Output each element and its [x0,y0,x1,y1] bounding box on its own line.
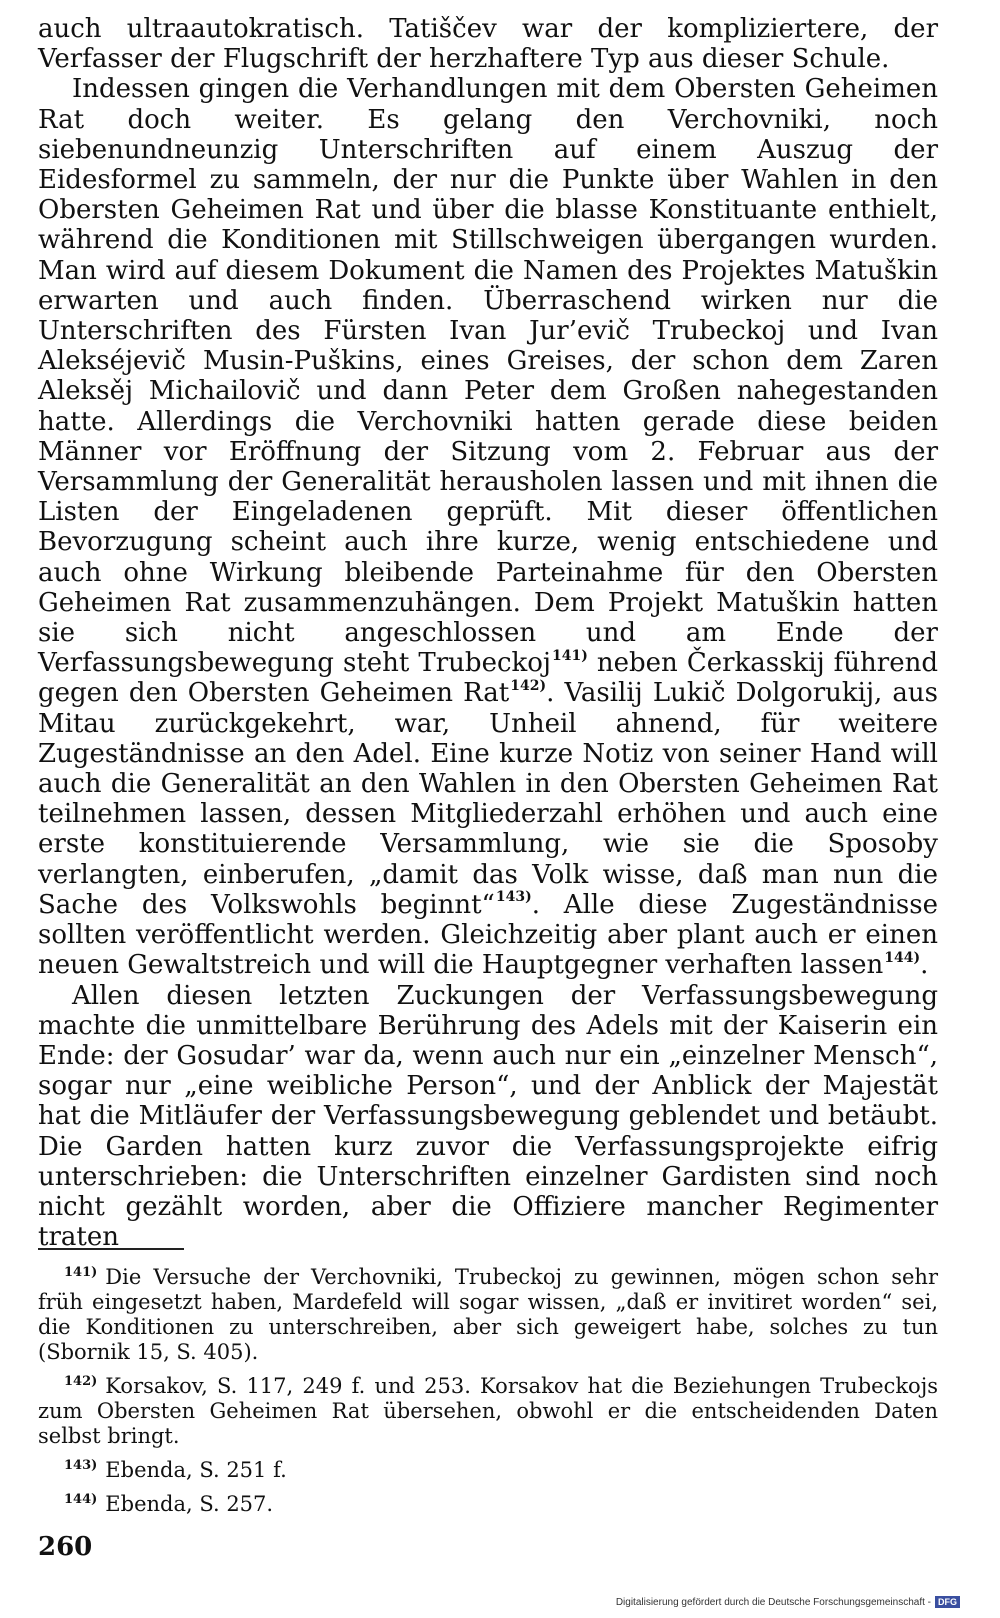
paragraph-1: auch ultraautokratisch. Tatiščev war der kompliziertere, der Verfasser der Flugschrift der herzhaftere Typ aus dieser Schule. [38,14,938,75]
paragraph-2-part-b: neben Čerkasskij führend gegen den Obersten Geheimen Rat [38,648,938,709]
footnote-number: 142) [64,1374,98,1389]
digitization-credit [616,1596,960,1608]
footnote-number: 143) [64,1458,98,1473]
footnotes [38,1260,938,1521]
footnote-ref-142[interactable]: 142) [510,677,547,694]
footnote-number: 144) [64,1492,98,1507]
footnote-text: Ebenda, S. 251 f. [105,1458,287,1482]
paragraph-2-part-a: Indessen gingen die Verhandlungen mit dem Obersten Geheimen Rat doch weiter. Es gelang den Verchovniki, noch siebenundneunzig Unterschriften auf einem Auszug der Eidesformel zu sammeln, der nur die Punkte über Wahlen in den Obersten Geheimen Rat und über die blasse Konstituante enthielt, während die Konditionen mit Stillschweigen übergangen wurden. Man wird auf diesem Dokument die Namen des Projektes Matuškin erwarten und auch finden. Überraschend wirken nur die Unterschriften des Fürsten Ivan Jur’evič Trubeckoj und Ivan Alekséjevič Musin-Puškins, eines Greises, der schon dem Zaren Aleksěj Michailovič und dann Peter dem Großen nahegestanden hatte. Allerdings die Verchovniki hatten gerade diese beiden Männer vor Eröffnung der Sitzung vom 2. Februar aus der Versammlung der Generalität herausholen lassen und mit ihnen die Listen der Eingeladenen geprüft. Mit dieser öffentlichen Bevorzugung scheint auch ihre kurze, wenig entschiedene und auch ohne Wirkung bleibende Parteinahme für den Obersten Geheimen Rat zusammenzuhängen. Dem Projekt Matuškin hatten sie sich nicht angeschlossen und am Ende der Verfassungsbewegung steht Trubeckoj [38,74,938,679]
dfg-logo: DFG [935,1596,960,1608]
paragraph-2-part-e: . [920,950,929,981]
footnote-text: Ebenda, S. 257. [105,1492,274,1516]
footnote-ref-143[interactable]: 143) [495,889,532,906]
footnote-text: Korsakov, S. 117, 249 f. und 253. Korsakov hat die Beziehungen Trubeckojs zum Obersten Geheimen Rat übersehen, obwohl er die entscheidenden Daten selbst bringt. [38,1374,938,1448]
footnote-ref-144[interactable]: 144) [884,949,921,966]
footnote-number: 141) [64,1265,98,1280]
page-number: 260 [38,1532,93,1562]
footnote-143 [38,1453,938,1483]
footnote-ref-141[interactable]: 141) [551,647,588,664]
footnote-142 [38,1369,938,1449]
paragraph-2 [38,74,938,980]
footnote-144 [38,1487,938,1517]
paragraph-2-part-c: . Vasilij Lukič Dolgorukij, aus Mitau zurückgekehrt, war, Unheil ahnend, für weitere Zugeständnisse an den Adel. Eine kurze Notiz von seiner Hand will auch die Generalität an den Wahlen in den Obersten Geheimen Rat teilnehmen lassen, dessen Mitgliederzahl erhöhen und auch eine erste konstituierende Versammlung, wie sie die Sposoby verlangten, einberufen, „damit das Volk wisse, daß man nun die Sache des Volkswohls beginnt“ [38,678,938,920]
paragraph-2-part-d: . Alle diese Zugeständnisse sollten veröffentlicht werden. Gleichzeitig aber plant auch er einen neuen Gewaltstreich und will die Hauptgegner verhaften lassen [38,889,938,981]
footnote-text: Die Versuche der Verchovniki, Trubeckoj zu gewinnen, mögen schon sehr früh eingesetzt haben, Mardefeld will sogar wissen, „daß er invitiret worden“ sei, die Konditionen zu unterschreiben, aber sich geweigert habe, solches zu tun (Sbornik 15, S. 405). [38,1265,938,1364]
paragraph-3: Allen diesen letzten Zuckungen der Verfassungsbewegung machte die unmittelbare Berührung des Adels mit der Kaiserin ein Ende: der Gosudar’ war da, wenn auch nur ein „einzelner Mensch“, sogar nur „eine weibliche Person“, und der Anblick der Majestät hat die Mitläufer der Verfassungsbewegung geblendet und betäubt. Die Garden hatten kurz zuvor die Verfassungsprojekte eifrig unterschrieben: die Unterschriften einzelner Gardisten sind noch nicht gezählt worden, aber die Offiziere mancher Regimenter traten [38,980,938,1253]
footnote-divider [38,1248,184,1250]
footnote-141 [38,1260,938,1365]
main-text [38,14,938,1252]
credit-text: Digitalisierung gefördert durch die Deutsche Forschungsgemeinschaft - [615,1596,931,1608]
